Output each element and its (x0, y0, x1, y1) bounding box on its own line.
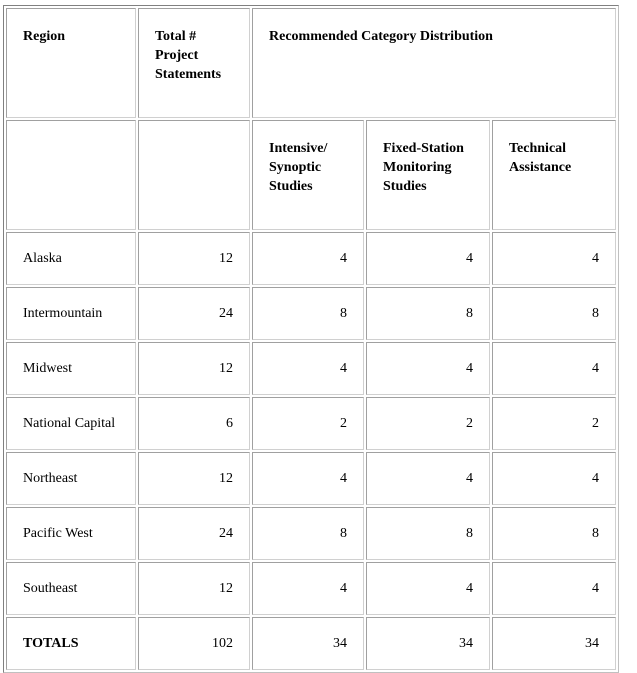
intensive-cell: 4 (252, 342, 364, 395)
technical-cell: 4 (492, 562, 616, 615)
intensive-cell: 8 (252, 287, 364, 340)
table-row (6, 342, 616, 395)
region-cell: National Capital (6, 397, 136, 450)
empty-cell (6, 120, 136, 230)
totals-intensive-cell: 34 (252, 617, 364, 670)
table-row (6, 287, 616, 340)
intensive-cell: 2 (252, 397, 364, 450)
technical-cell: 2 (492, 397, 616, 450)
table-row (6, 507, 616, 560)
fixed-cell: 4 (366, 452, 490, 505)
header-row (6, 8, 616, 118)
region-cell: Northeast (6, 452, 136, 505)
fixed-station-header: Fixed-Station Monitoring Studies (366, 120, 490, 230)
totals-label: TOTALS (6, 617, 136, 670)
intensive-cell: 4 (252, 562, 364, 615)
intensive-cell: 4 (252, 232, 364, 285)
table-row (6, 562, 616, 615)
total-cell: 12 (138, 232, 250, 285)
fixed-cell: 4 (366, 562, 490, 615)
region-cell: Pacific West (6, 507, 136, 560)
totals-row (6, 617, 616, 670)
technical-header: Technical Assistance (492, 120, 616, 230)
fixed-cell: 4 (366, 232, 490, 285)
totals-technical-cell: 34 (492, 617, 616, 670)
region-cell: Intermountain (6, 287, 136, 340)
empty-cell (138, 120, 250, 230)
intensive-cell: 4 (252, 452, 364, 505)
region-cell: Midwest (6, 342, 136, 395)
total-cell: 24 (138, 507, 250, 560)
intensive-header: Intensive/ Synoptic Studies (252, 120, 364, 230)
totals-total-cell: 102 (138, 617, 250, 670)
technical-cell: 8 (492, 287, 616, 340)
table-row (6, 452, 616, 505)
total-cell: 12 (138, 452, 250, 505)
total-cell: 12 (138, 562, 250, 615)
total-cell: 6 (138, 397, 250, 450)
fixed-cell: 4 (366, 342, 490, 395)
table-row (6, 397, 616, 450)
subheader-row (6, 120, 616, 230)
distribution-table (3, 5, 619, 673)
fixed-cell: 2 (366, 397, 490, 450)
technical-cell: 4 (492, 452, 616, 505)
region-header: Region (6, 8, 136, 118)
total-cell: 24 (138, 287, 250, 340)
table-row (6, 232, 616, 285)
fixed-cell: 8 (366, 287, 490, 340)
total-header: Total # Project Statements (138, 8, 250, 118)
technical-cell: 4 (492, 232, 616, 285)
category-group-header: Recommended Category Distribution (252, 8, 616, 118)
technical-cell: 4 (492, 342, 616, 395)
intensive-cell: 8 (252, 507, 364, 560)
technical-cell: 8 (492, 507, 616, 560)
region-cell: Southeast (6, 562, 136, 615)
region-cell: Alaska (6, 232, 136, 285)
total-cell: 12 (138, 342, 250, 395)
totals-fixed-cell: 34 (366, 617, 490, 670)
fixed-cell: 8 (366, 507, 490, 560)
